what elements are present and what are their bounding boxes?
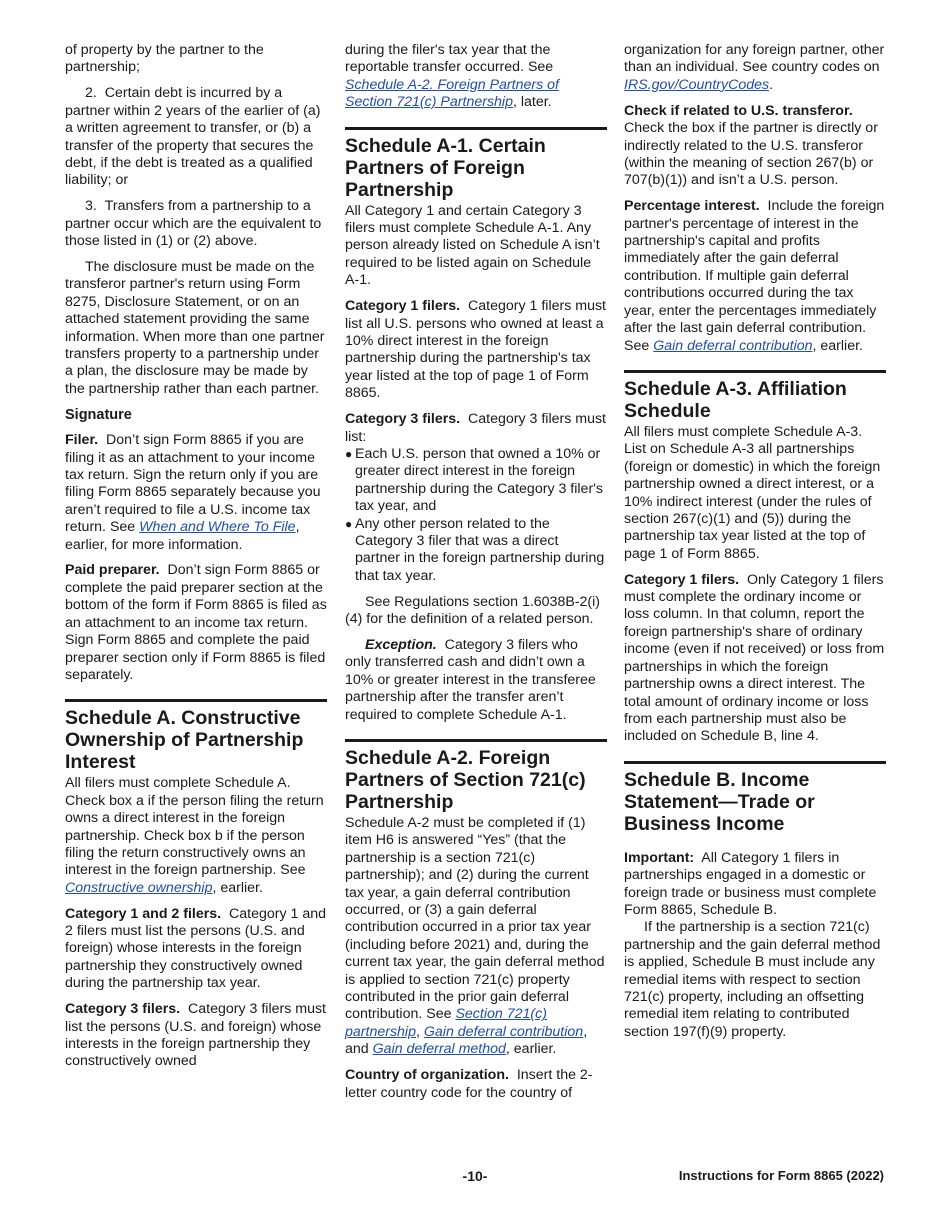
schedule-a-tail: , earlier.: [212, 879, 263, 896]
section-721c-link[interactable]: Section 721(c) partnership: [345, 1006, 547, 1040]
paragraph-continuation: [345, 42, 607, 112]
list-item: [345, 446, 607, 516]
related-transferor-text: Check the box if the partner is directly or indirectly related to the U.S. transferor (within the meaning of section 267(b) or 707(b)(1)) and isn’t a U.S. person.: [624, 120, 878, 189]
country-text: Insert the 2-letter country code for the country of: [345, 1067, 593, 1101]
column-3: [624, 42, 886, 1050]
filer-paragraph: [65, 432, 327, 554]
category-3-lead: Category 3 filers.: [65, 1001, 181, 1018]
page-number: -10-: [462, 1168, 488, 1184]
schedule-a-heading: Schedule A. Constructive Ownership of Partnership Interest: [65, 707, 304, 774]
category-1-text: Category 1 filers must list all U.S. persons who owned at least a 10% direct interest in the foreign partnership during the partnership's tax year listed at the top of page 1 of Form 8865.: [345, 298, 606, 402]
related-transferor-paragraph: [624, 103, 886, 190]
bullet-text: Any other person related to the Category 3 filer that was a direct partner in the foreign partnership during that tax year.: [355, 515, 605, 584]
schedule-a-paragraph: [65, 775, 327, 897]
schedule-a2-tail: , earlier.: [505, 1041, 557, 1058]
gain-deferral-method-link[interactable]: Gain deferral method: [372, 1041, 506, 1058]
form-title-footer: Instructions for Form 8865 (2022): [678, 1168, 884, 1183]
bullet-text: Each U.S. person that owned a 10% or greater direct interest in the foreign partnership during the Category 3 filer's tax year, and: [355, 445, 603, 515]
category-1-lead: Category 1 filers.: [345, 298, 461, 315]
schedule-a2-paragraph: [345, 815, 607, 1059]
regulations-paragraph: See Regulations section 1.6038B-2(i)(4) for the definition of a related person.: [345, 593, 601, 628]
signature-heading: Signature: [65, 406, 132, 423]
separator: , and: [345, 1023, 588, 1058]
section-divider: [65, 699, 327, 702]
bullet-icon: ●: [345, 446, 353, 461]
important-lead: Important:: [624, 849, 695, 866]
country-codes-link[interactable]: IRS.gov/CountryCodes: [624, 76, 770, 93]
category-1-2-paragraph: [65, 906, 327, 993]
paid-preparer-paragraph: [65, 562, 327, 684]
column-1: [65, 42, 327, 1079]
continuation-tail: .: [769, 76, 774, 93]
country-paragraph: [345, 1067, 607, 1102]
filer-text: Don’t sign Form 8865 if you are filing it as an attachment to your income tax return. Sign the return only if you are filing Form 8865 separately because you aren’t required to file a U.S. income tax return. See: [65, 432, 321, 536]
category-1-lead: Category 1 filers.: [624, 571, 740, 588]
schedule-a1-paragraph: All Category 1 and certain Category 3 filers must complete Schedule A-1. Any person already listed on Schedule A isn’t required to be listed again on Schedule A-1.: [345, 202, 600, 289]
percentage-interest-tail: , earlier.: [812, 337, 863, 354]
bullet-icon: ●: [345, 516, 353, 531]
category-1-paragraph: [624, 572, 886, 746]
list-item-3: 3. Transfers from a partnership to a partner occur which are the equivalent to those listed in (1) or (2) above.: [65, 198, 322, 250]
percentage-interest-lead: Percentage interest.: [624, 198, 760, 215]
schedule-b-heading: Schedule B. Income Statement—Trade or Business Income: [624, 768, 815, 835]
important-text: All Category 1 filers in partnerships engaged in a domestic or foreign trade or business must complete Form 8865, Schedule B.: [624, 849, 877, 918]
schedule-a2-link[interactable]: Schedule A-2. Foreign Partners of Section 721(c) Partnership: [345, 76, 559, 111]
continuation-text: organization for any foreign partner, other than an individual. See country codes on: [624, 42, 885, 76]
category-3-lead: Category 3 filers.: [345, 411, 461, 428]
gain-deferral-contribution-link[interactable]: Gain deferral contribution: [423, 1023, 584, 1040]
continuation-tail: , later.: [512, 94, 552, 111]
section-divider: [624, 761, 886, 764]
paragraph-continuation: [624, 42, 886, 94]
category-3-paragraph: [345, 411, 607, 446]
category-3-paragraph: [65, 1001, 327, 1071]
filer-lead: Filer.: [65, 432, 99, 449]
continuation-text: during the filer's tax year that the reportable transfer occurred. See: [345, 42, 554, 76]
list-item: [345, 516, 607, 586]
paid-preparer-lead: Paid preparer.: [65, 562, 160, 579]
category-3-text: Category 3 filers must list the persons (U.S. and foreign) whose interests in the foreign partnership they constructively owned: [65, 1001, 326, 1070]
schedule-a1-heading: Schedule A-1. Certain Partners of Foreign Partnership: [345, 134, 546, 201]
important-paragraph: [624, 850, 886, 920]
exception-text: Category 3 filers who only transferred cash and didn’t own a 10% or greater interest in the transferee partnership after the transfer aren’t required to complete Schedule A-1.: [345, 636, 596, 723]
column-2: [345, 42, 607, 1111]
schedule-a-text: All filers must complete Schedule A. Check box a if the person filing the return owns a direct interest in the foreign partnership. Check box b if the person filing the return constructively owns an interest in the foreign partnership. See: [65, 775, 324, 879]
exception-lead: Exception.: [365, 636, 437, 653]
category-1-text: Only Category 1 filers must complete the ordinary income or loss column. In that column, report the foreign partnership's share of ordinary income (even if not received) or loss from partnerships in which the foreign partnership owns a direct interest. The total amount of ordinary income or loss from each partnership must also be included on Schedule B, line 4.: [624, 571, 885, 745]
percentage-interest-text: Include the foreign partner's percentage of interest in the partnership's capital and profits immediately after the gain deferral contribution. If multiple gain deferral contributions occurred during the tax year, enter the percentages immediately after the last gain deferral contribution. See: [624, 198, 885, 354]
gain-deferral-contribution-link[interactable]: Gain deferral contribution: [653, 337, 813, 354]
list-item-2: 2. Certain debt is incurred by a partner within 2 years of the earlier of (a) a written agreement to transfer, or (b) a transfer of the property that secures the debt, if the debt is treated as a qualified liability; or: [65, 85, 321, 189]
category-1-2-text: Category 1 and 2 filers must list the persons (U.S. and foreign) whose interests in the foreign partnership they constructively owned during the partnership tax year.: [65, 905, 327, 992]
constructive-ownership-link[interactable]: Constructive ownership: [65, 879, 213, 896]
paid-preparer-text: Don’t sign Form 8865 or complete the paid preparer section at the bottom of the form if Form 8865 is filed as an attachment to an income tax return. Sign Form 8865 and complete the paid preparer section only if Form 8865 is filed separately.: [65, 562, 327, 683]
section-divider: [345, 127, 607, 130]
filer-tail: , earlier, for more information.: [65, 519, 300, 553]
when-where-link[interactable]: When and Where To File: [139, 519, 296, 536]
category-3-text: Category 3 filers must list:: [345, 411, 606, 445]
disclosure-paragraph: The disclosure must be made on the transferor partner's return using Form 8275, Disclosure Statement, or on an attached statement providing the same information. When more than one partner transfers property to a partnership under a plan, the disclosure may be made by the partnership rather than each partner.: [65, 258, 325, 397]
percentage-interest-paragraph: [624, 198, 886, 355]
separator: ,: [415, 1023, 424, 1040]
section-divider: [624, 370, 886, 373]
paragraph-continuation: of property by the partner to the partnership;: [65, 42, 264, 76]
category-1-paragraph: [345, 298, 607, 402]
exception-paragraph: [345, 637, 607, 724]
schedule-a3-paragraph: All filers must complete Schedule A-3. List on Schedule A-3 all partnerships (foreign or domestic) in which the foreign partnership owned a direct interest, or a 10% indirect interest (under the rules of section 267(c)(1) and (5)) during the partnership tax year listed at the top of page 1 of Form 8865.: [624, 423, 881, 562]
schedule-a2-heading: Schedule A-2. Foreign Partners of Section 721(c) Partnership: [345, 747, 586, 813]
country-lead: Country of organization.: [345, 1067, 509, 1084]
category-1-2-lead: Category 1 and 2 filers.: [65, 905, 222, 922]
schedule-a3-heading: Schedule A-3. Affiliation Schedule: [624, 377, 847, 422]
schedule-a2-text: Schedule A-2 must be completed if (1) item H6 is answered “Yes” (that the partnership is a section 721(c) partnership); and (2) during the current tax year, a gain deferral contribution occurred, or (3) a gain deferral contribution occurred in a prior tax year (including before 2021) and, during the current tax year, the gain deferral method is applied to section 721(c) property contributed in the prior gain deferral contribution. See: [345, 815, 605, 1023]
related-transferor-lead: Check if related to U.S. transferor.: [624, 102, 853, 119]
section-721c-paragraph: If the partnership is a section 721(c) partnership and the gain deferral method is applied, Schedule B must include any remedial items with respect to section 721(c) property, including an offsetting remedial item relating to contributed section 197(f)(9) property.: [624, 919, 881, 1040]
section-divider: [345, 739, 607, 742]
